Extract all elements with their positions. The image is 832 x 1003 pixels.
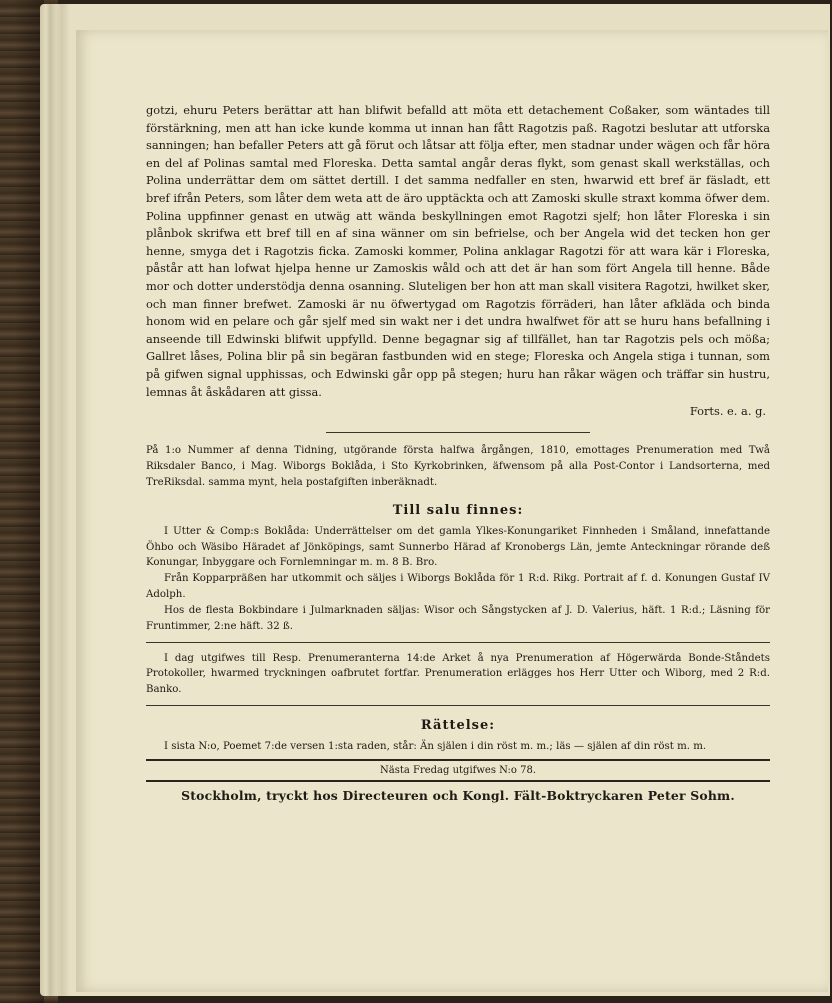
- article-body: gotzi, ehuru Peters berättar att han blifwit befalld att möta ett detachement Coßaker, som wäntades till förstärkning, men att han icke kunde komma ut innan han fått Ragotzis paß. Ragotzi beslutar att utforska sanningen; han befaller Peters att gå förut och låtsar att följa efter, men stadnar under wägen och får höra en del af Polinas samtal med Floreska. Detta samtal angår deras flykt, som genast skall werkställas, och Polina underrättar dem om sättet dertill. I det samma nedfaller en sten, hwarwid ett bref är fäsladt, ett bref ifrån Peters, som låter dem weta att de äro upptäckta och att Zamoski skulle straxt komma öfwer dem. Polina uppfinner genast en utwäg att wända beskyllningen emot Ragotzi sjelf; hon låter Floreska i sin plånbok skrifwa ett bref till en af sina wänner om sin befrielse, och ber Angela wid det tecken hon ger henne, smyga det i Ragotzis ficka. Zamoski kommer, Polina anklagar Ragotzi för att wara kär i Floreska, påstår att han lofwat hjelpa henne ur Zamoskis wåld och att det är han som fört Angela till henne. Både mor och dotter understödja denna osanning. Sluteligen ber hon att man skall visitera Ragotzi, hwilket sker, och man finner brefwet. Zamoski är nu öfwertygad om Ragotzis förräderi, han låter afkläda och binda honom wid en pelare och går sjelf med sin wakt ner i det undra hwalfwet för att se huru hans befallning i anseende till Edwinski blifwit uppfylld. Denne begagnar sig af tillfället, han tar Ragotzis pels och mößa; Gallret låses, Polina blir på sin begäran fastbunden wid en stege; Floreska och Angela stiga i tunnan, som på gifwen signal upphissas, och Edwinski går opp på stegen; huru han råkar wägen och träffar sin hustru, lemnas åt åskådaren att gissa.: [146, 103, 770, 399]
- page-content: [146, 102, 770, 803]
- section-divider: [146, 642, 770, 643]
- section-divider: [146, 705, 770, 706]
- next-issue-note: Nästa Fredag utgifwes N:o 78.: [380, 764, 536, 776]
- correction-heading: Rättelse:: [420, 718, 496, 734]
- subscription-notice: På 1:o Nummer af denna Tidning, utgörande första halfwa årgången, 1810, emottages Prenumeration med Twå Riksdaler Banco, i Mag. Wiborgs Boklåda, i Sto Kyrkobrinken, äfwensom på alla Post-Contor i Landsorterna, med TreRiksdal. samma mynt, hela postafgiften inberäknadt.: [146, 445, 770, 489]
- for-sale-item: I Utter & Comp:s Boklåda: Underrättelser om det gamla Ylkes-Konungariket Finnheden i Småland, innefattande Öhbo och Wäsibo Häradet af Jönköpings, samt Sunnerbo Härad af Kronobergs Län, jemte Anteckningar rörande deß Konungar, Inbyggare och Fornlemningar m. m. 8 B. Bro.: [146, 526, 770, 568]
- continued-note: Forts. e. a. g.: [689, 404, 766, 419]
- section-divider: [326, 432, 590, 433]
- for-sale-heading: Till salu finnes:: [392, 503, 524, 519]
- footer-rule: [146, 759, 770, 761]
- printer-imprint: Stockholm, tryckt hos Directeuren och Kongl. Fält-Boktryckaren Peter Sohm.: [181, 787, 735, 803]
- for-sale-item: Från Kopparpräßen har utkommit och säljes i Wiborgs Boklåda för 1 R:d. Rikg. Portrait af f. d. Konungen Gustaf IV Adolph.: [146, 573, 770, 600]
- for-sale-item: Hos de flesta Bokbindare i Julmarknaden säljas: Wisor och Sångstycken af J. D. Valerius, häft. 1 R:d.; Läsning för Fruntimmer, 2:ne häft. 32 ß.: [146, 605, 770, 632]
- correction-text: I sista N:o, Poemet 7:de versen 1:sta raden, står: Än själen i din röst m. m.; läs — själen af din röst m. m.: [164, 741, 707, 753]
- for-sale-item: I dag utgifwes till Resp. Prenumeranterna 14:de Arket å nya Prenumeration af Högerwärda Bonde-Ståndets Protokoller, hwarmed tryckningen oafbrutet fortfar. Prenumeration erlägges hos Herr Utter och Wiborg, med 2 R:d. Banko.: [146, 652, 770, 695]
- footer-rule: [146, 780, 770, 782]
